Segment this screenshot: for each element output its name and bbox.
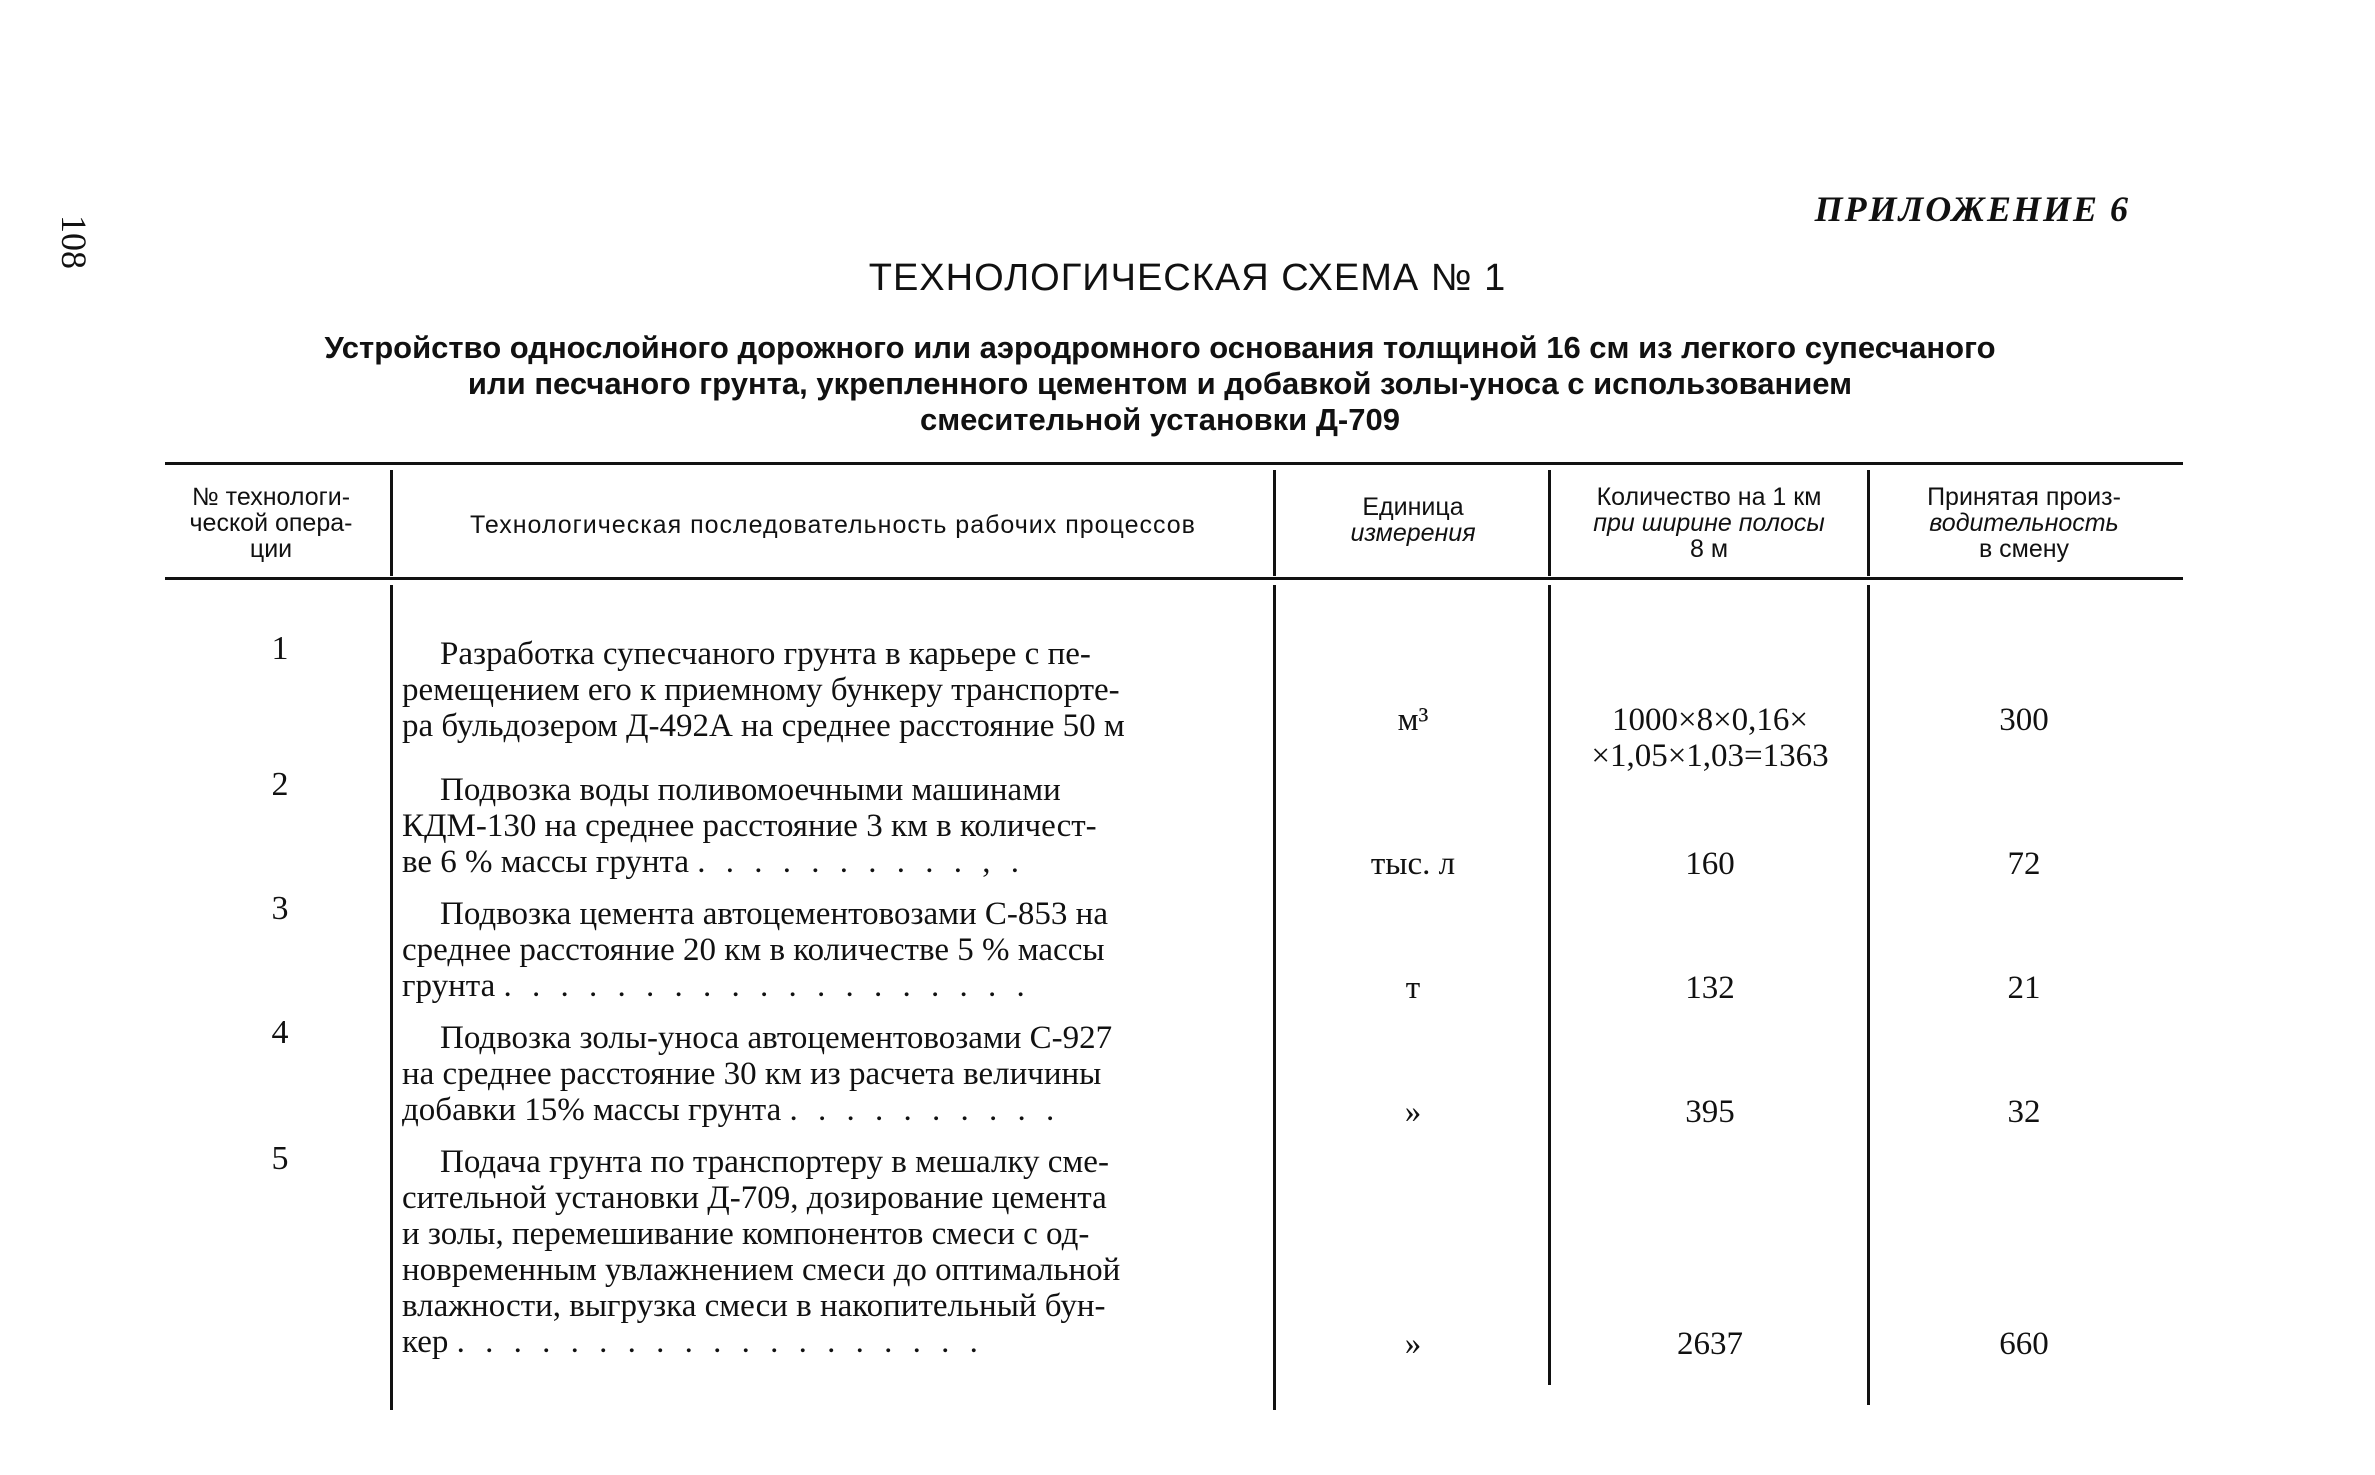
subtitle-line: Устройство однослойного дорожного или аэродромного основания толщиной 16 см из легкого супесчаного: [324, 330, 1996, 365]
row-unit: т: [1405, 970, 1421, 1006]
row-unit: »: [1404, 1094, 1422, 1130]
row-quantity: 395: [1685, 1094, 1735, 1130]
row-productivity: 32: [2007, 1094, 2041, 1130]
subtitle-line: смесительной установки Д-709: [920, 402, 1400, 437]
header-operation-number: № технологи- ческой опера- ции: [189, 483, 353, 563]
row-number: 3: [271, 890, 289, 927]
column-divider: [1548, 585, 1551, 1385]
header-process-sequence: Технологическая последовательность рабочих процессов: [470, 511, 1196, 539]
row-unit: м³: [1397, 702, 1429, 738]
header-productivity: Принятая произ- водительность в смену: [1927, 483, 2121, 563]
row-unit: тыс. л: [1370, 846, 1456, 882]
page-number: 108: [54, 215, 94, 269]
row-number: 5: [271, 1140, 289, 1177]
scheme-title: ТЕХНОЛОГИЧЕСКАЯ СХЕМА № 1: [868, 257, 1507, 299]
column-divider: [390, 585, 393, 1410]
column-divider: [1273, 585, 1276, 1410]
row-number: 4: [271, 1014, 289, 1051]
table-top-rule: [165, 462, 2183, 465]
row-number: 1: [271, 630, 289, 667]
column-divider: [1867, 470, 1870, 576]
header-unit: Единица измерения: [1350, 493, 1476, 547]
row-productivity: 21: [2007, 970, 2041, 1006]
row-quantity: 160: [1685, 846, 1735, 882]
row-productivity: 300: [1999, 702, 2049, 738]
column-divider: [390, 470, 393, 576]
row-description: Подача грунта по транспортеру в мешалку сме- сительной установки Д-709, дозирование цемента и золы, перемешивание компонентов смеси с од- новременным увлажнением смеси до оптимальной влажности, выгрузка смеси в накопительный бун- кер . . . . . . . . . . . . . . . . . . .: [402, 1144, 1121, 1360]
document-subtitle: [200, 330, 2120, 438]
column-divider: [1548, 470, 1551, 576]
header-bottom-rule: [165, 577, 2183, 580]
row-productivity: 660: [1999, 1326, 2049, 1362]
row-number: 2: [271, 766, 289, 803]
row-quantity: 132: [1685, 970, 1735, 1006]
row-description: Подвозка воды поливомоечными машинами КДМ-130 на среднее расстояние 3 км в количест- ве 6 % массы грунта . . . . . . . . . . , .: [402, 772, 1097, 880]
row-productivity: 72: [2007, 846, 2041, 882]
row-quantity: 1000×8×0,16× ×1,05×1,03=1363: [1591, 702, 1829, 774]
header-quantity: Количество на 1 км при ширине полосы 8 м: [1593, 483, 1825, 563]
column-divider: [1273, 470, 1276, 576]
row-quantity: 2637: [1677, 1326, 1743, 1362]
row-unit: »: [1404, 1326, 1422, 1362]
row-description: Разработка супесчаного грунта в карьере с пе- ремещением его к приемному бункеру транспорте- ра бульдозером Д-492А на среднее расстояние 50 м: [402, 636, 1125, 744]
subtitle-line: или песчаного грунта, укрепленного цементом и добавкой золы-уноса с использованием: [467, 366, 1853, 401]
row-description: Подвозка золы-уноса автоцементовозами С-927 на среднее расстояние 30 км из расчета величины добавки 15% массы грунта . . . . . . . . . .: [402, 1020, 1113, 1128]
appendix-label: ПРИЛОЖЕНИЕ 6: [1814, 189, 2130, 229]
row-description: Подвозка цемента автоцементовозами С-853 на среднее расстояние 20 км в количестве 5 % массы грунта . . . . . . . . . . . . . . . . . . .: [402, 896, 1108, 1004]
column-divider: [1867, 585, 1870, 1405]
